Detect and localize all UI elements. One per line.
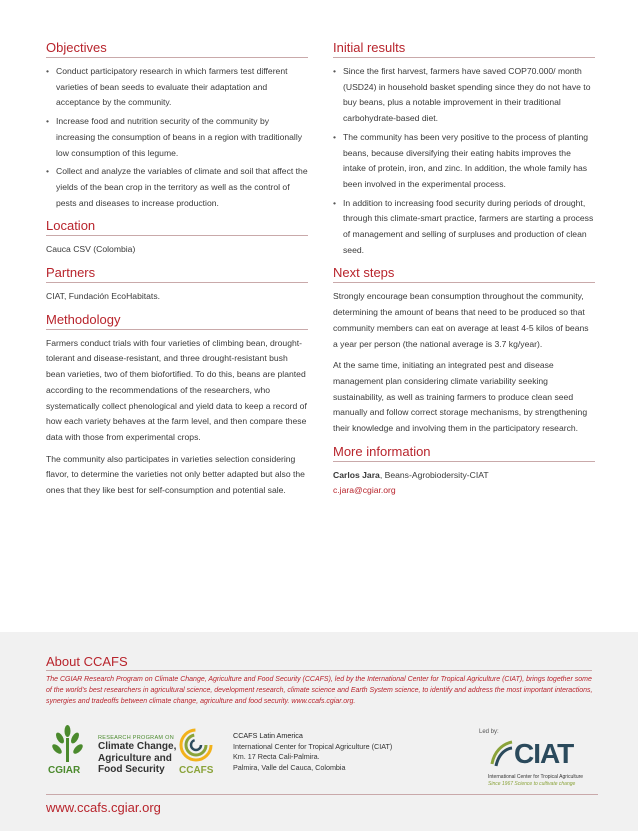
list-item: • Since the first harvest, farmers have saved COP70.000/ month (USD24) in household basket spending since they do not have to buy beans, plus a notable improvement in their traditional carbohydrate-based diet. (333, 64, 595, 127)
next-steps-section (333, 265, 595, 436)
address-title: CCAFS Latin America (233, 731, 303, 740)
results-list (333, 64, 595, 258)
objectives-list (46, 64, 308, 211)
email-link[interactable]: c.jara@cgiar.org (333, 485, 396, 496)
next-steps-paragraph: Strongly encourage bean consumption throughout the community, determining the amount of beans that need to be produced so that community members can eat on average at least 4-5 kilos of beans a year per person (the national average is 3.7 kg/year). (333, 291, 589, 349)
objectives-section (46, 40, 308, 211)
methodology-section (46, 312, 308, 499)
more-info-section (333, 444, 595, 499)
location-section (46, 218, 308, 258)
contact-name: Carlos Jara (333, 469, 380, 480)
left-column (46, 40, 308, 506)
address-line: Palmira, Valle del Cauca, Colombia (233, 762, 346, 772)
contact-line (333, 468, 595, 484)
list-item: • Conduct participatory research in which farmers test different varieties of bean seeds to evaluate their adaptation and acceptance by the community. (46, 64, 308, 111)
contact-role: , Beans-Agrobiodersity-CIAT (379, 469, 489, 480)
ccafs-name: CCAFS (179, 765, 214, 776)
research-program-label (98, 735, 176, 776)
methodology-paragraph: The community also participates in varieties selection considering flavor, to determine the varieties not only better adapted but also the ones that they like best for self-consumption and potential sale. (46, 453, 305, 496)
footer-divider (46, 794, 598, 795)
list-item: • In addition to increasing food security during periods of drought, through this climate-smart practice, farmers are starting a process of management and selling of surpluses and production of clean seed. (333, 196, 595, 259)
list-item: • The community has been very positive to the process of planting beans, because diversifying their eating habits improves the intake of protein, iron, and zinc. In addition, the whole family has been involved in the experimental process. (333, 130, 595, 193)
location-title: Location (46, 218, 308, 236)
next-steps-title: Next steps (333, 265, 595, 283)
address-line: Km. 17 Recta Cali-Palmira. (233, 752, 320, 761)
ciat-subtitle: International Center for Tropical Agriculture (488, 774, 584, 780)
led-by-label: Led by: (479, 729, 499, 735)
ciat-wordmark: CIAT (514, 738, 574, 769)
next-steps-paragraph: At the same time, initiating an integrated pest and disease management plan considering climate variability seeking sustainability, as well as training farmers to produce clean seed manually and follow correct storage mechanisms, by strengthening their knowledge and involving them in the participatory research. (333, 360, 588, 434)
address-block (233, 731, 392, 773)
rp-small: RESEARCH PROGRAM ON (98, 735, 174, 741)
cgiar-name: CGIAR (48, 765, 81, 776)
location-text: Cauca CSV (Colombia) (46, 244, 136, 255)
results-section (333, 40, 595, 258)
partners-title: Partners (46, 265, 308, 283)
objectives-title: Objectives (46, 40, 308, 58)
rp-line: Agriculture and (98, 752, 172, 764)
ciat-tagline: Since 1967 Science to cultivate change (488, 781, 576, 787)
list-item: • Collect and analyze the variables of climate and soil that affect the yields of the bean crop in the territory as well as the control of pests and diseases to increase production. (46, 164, 308, 211)
ccafs-logo-icon (178, 727, 214, 763)
methodology-title: Methodology (46, 312, 308, 330)
rp-line: Food Security (98, 764, 165, 775)
about-title: About CCAFS (46, 654, 592, 671)
partners-section (46, 265, 308, 305)
partners-text: CIAT, Fundación EcoHabitats. (46, 291, 161, 302)
rp-line: Climate Change, (98, 741, 177, 752)
results-title: Initial results (333, 40, 595, 58)
website-link[interactable]: www.ccafs.cgiar.org (46, 800, 161, 815)
contact-email[interactable] (333, 483, 595, 499)
right-column (333, 40, 595, 506)
address-line: International Center for Tropical Agriculture (CIAT) (233, 741, 393, 751)
methodology-paragraph: Farmers conduct trials with four varieties of climbing bean, drought-tolerant and disease-resistant, and three drought-resistant bush bean varieties, two of them biofortified. To do this, beans are planted according to the recommendations of the researchers, who systematically collect phenological and yield data to keep a record of how each variety behaves at the farm level, and then compare these data with those from experimental crops. (46, 337, 307, 442)
about-text: The CGIAR Research Program on Climate Change, Agriculture and Food Security (CCAFS), led by the International Center for Tropical Agriculture (CIAT), brings together some of the world's best researchers in agricultural science, development research, climate science and Earth System science, to identify and address the most important interactions, synergies and tradeoffs between climate change, agriculture and food security. www.ccafs.cgiar.org. (46, 676, 593, 705)
more-info-title: More information (333, 444, 595, 462)
ciat-mark-icon (488, 738, 514, 768)
list-item: • Increase food and nutrition security of the community by increasing the consumption of beans in a region with traditionally low consumption of this legume. (46, 114, 308, 161)
